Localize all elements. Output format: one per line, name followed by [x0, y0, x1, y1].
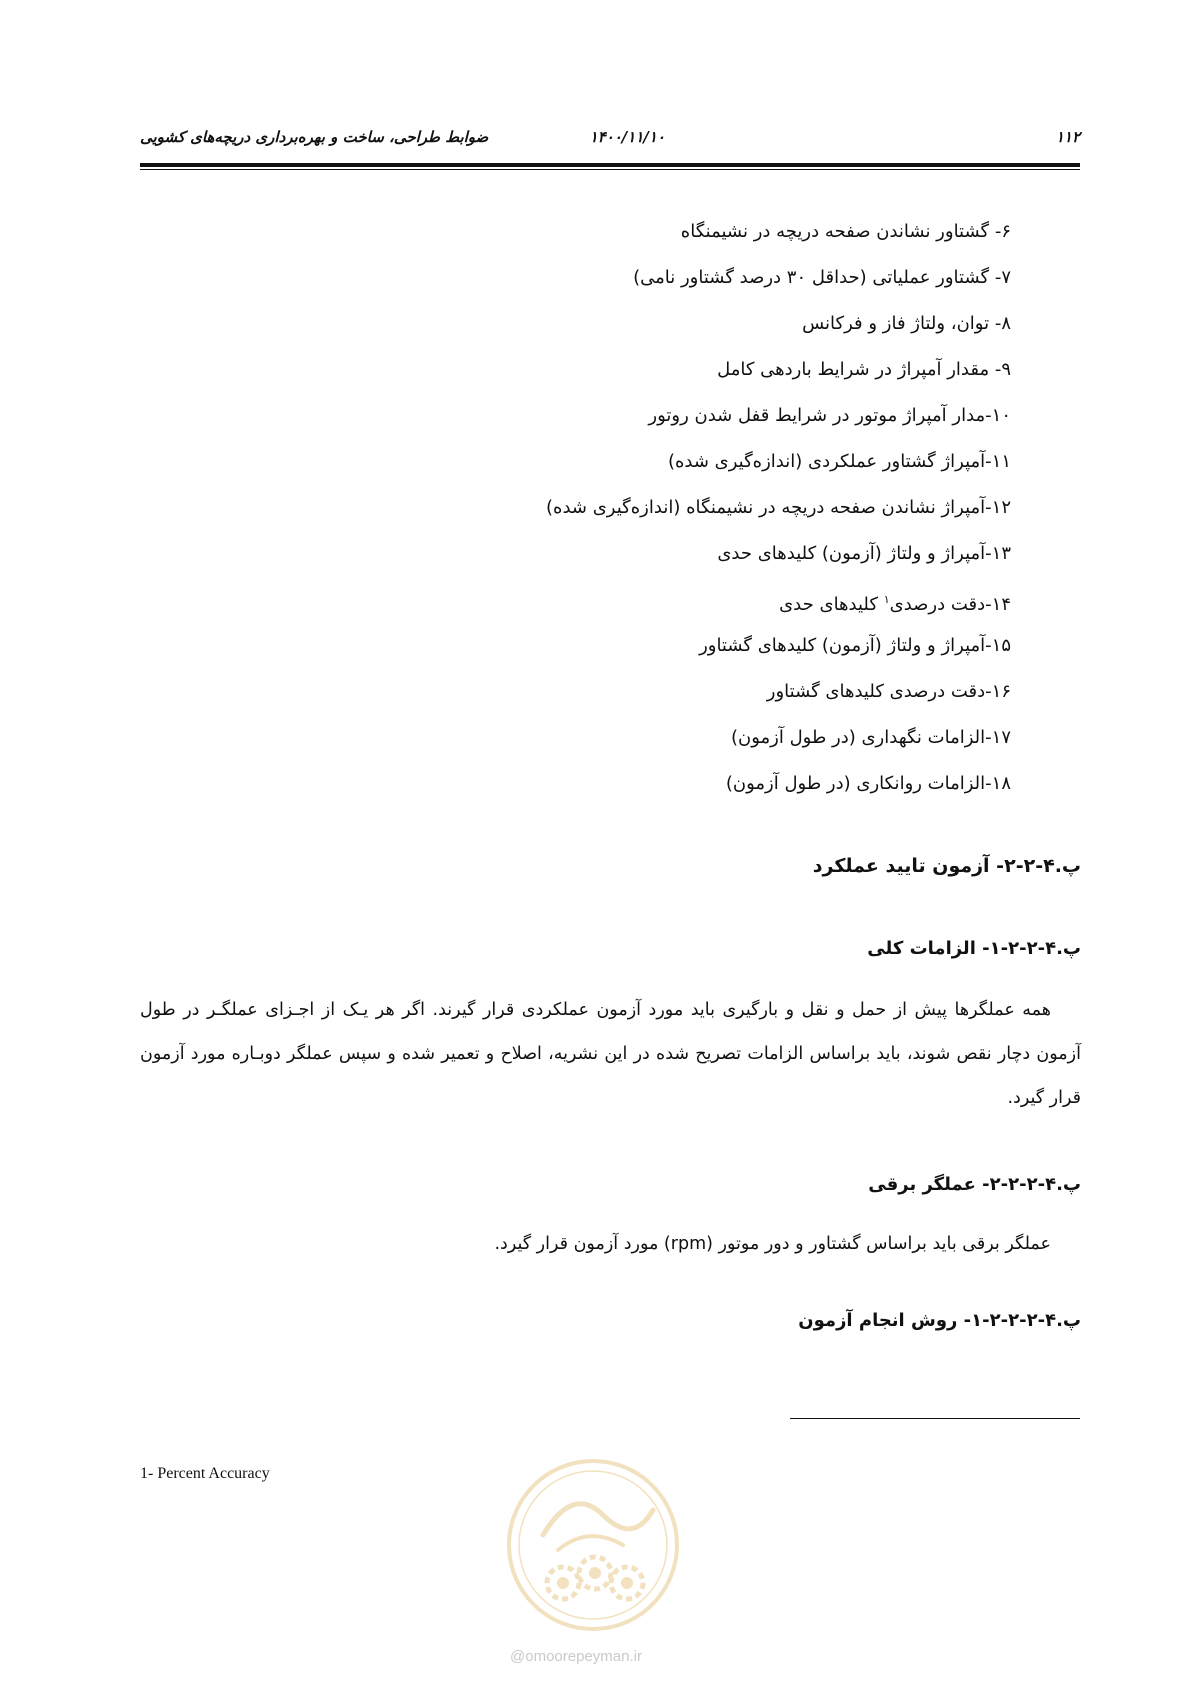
section-heading-electric: پ.۴-۲-۲-۲- عملگر برقی — [868, 1174, 1081, 1195]
list-item: ۱۵-آمپراژ و ولتاژ (آزمون) کلیدهای گشتاور — [699, 635, 1011, 656]
list-item: ۱۲-آمپراژ نشاندن صفحه دریچه در نشیمنگاه (اندازه‌گیری شده) — [546, 497, 1011, 518]
header-rule-thin — [140, 169, 1080, 170]
electric-paragraph: عملگر برقی باید براساس گشتاور و دور موتور (rpm) مورد آزمون قرار گیرد. — [494, 1234, 1051, 1254]
list-item: ۶- گشتاور نشاندن صفحه دریچه در نشیمنگاه — [680, 221, 1011, 242]
footnote-marker: ۱ — [883, 593, 890, 606]
list-item: ۱۷-الزامات نگهداری (در طول آزمون) — [730, 727, 1011, 748]
section-heading-performance: پ.۴-۲-۲- آزمون تایید عملکرد — [812, 855, 1081, 877]
watermark-site: @omoorepeyman.ir — [510, 1648, 642, 1665]
list-item: ۹- مقدار آمپراژ در شرایط باردهی کامل — [717, 359, 1011, 380]
list-item: ۸- توان، ولتاژ فاز و فرکانس — [802, 313, 1011, 334]
header-title: ضوابط طراحی، ساخت و بهره‌برداری دریچه‌های کشویی — [140, 128, 489, 146]
section-heading-method: پ.۴-۲-۲-۲-۱- روش انجام آزمون — [798, 1310, 1081, 1331]
list-item: ۷- گشتاور عملیاتی (حداقل ۳۰ درصد گشتاور نامی) — [633, 267, 1011, 288]
footnote-text: 1- Percent Accuracy — [140, 1465, 270, 1482]
list-item: ۱۳-آمپراژ و ولتاژ (آزمون) کلیدهای حدی — [717, 543, 1011, 564]
requirements-list — [351, 220, 1051, 818]
general-paragraph: همه عملگرها پیش از حمل و نقل و بارگیری باید مورد آزمون عملکردی قرار گیرند. اگر هر یـک از اجـزای عملگـر در طول آزمون دچار نقص شوند، باید براساس الزامات تصریح شده در این نشریه، اصلاح و تعمیر شده و سپس عملگر دوبـاره مورد آزمون قرار گیرد. — [140, 1000, 1081, 1108]
list-item: ۱۱-آمپراژ گشتاور عملکردی (اندازه‌گیری شده) — [667, 451, 1011, 472]
page-header — [140, 128, 1080, 158]
list-item: ۱۰-مدار آمپراژ موتور در شرایط قفل شدن روتور — [648, 405, 1011, 426]
list-item: ۱۸-الزامات روانکاری (در طول آزمون) — [725, 773, 1011, 794]
list-item: ۱۶-دقت درصدی کلیدهای گشتاور — [766, 681, 1011, 702]
header-rule-thick — [140, 163, 1080, 167]
list-item-14-text: ۱۴-دقت درصدی — [889, 594, 1011, 615]
footnote-rule — [790, 1418, 1080, 1419]
header-date: ۱۴۰۰/۱۱/۱۰ — [589, 128, 665, 146]
list-item-with-footnote — [351, 588, 1051, 634]
page-number: ۱۱۲ — [1055, 128, 1080, 146]
section-heading-general: پ.۴-۲-۲-۱- الزامات کلی — [867, 938, 1081, 959]
watermark-seal-icon — [503, 1455, 683, 1635]
list-item-14-text-rest: کلیدهای حدی — [779, 594, 884, 615]
